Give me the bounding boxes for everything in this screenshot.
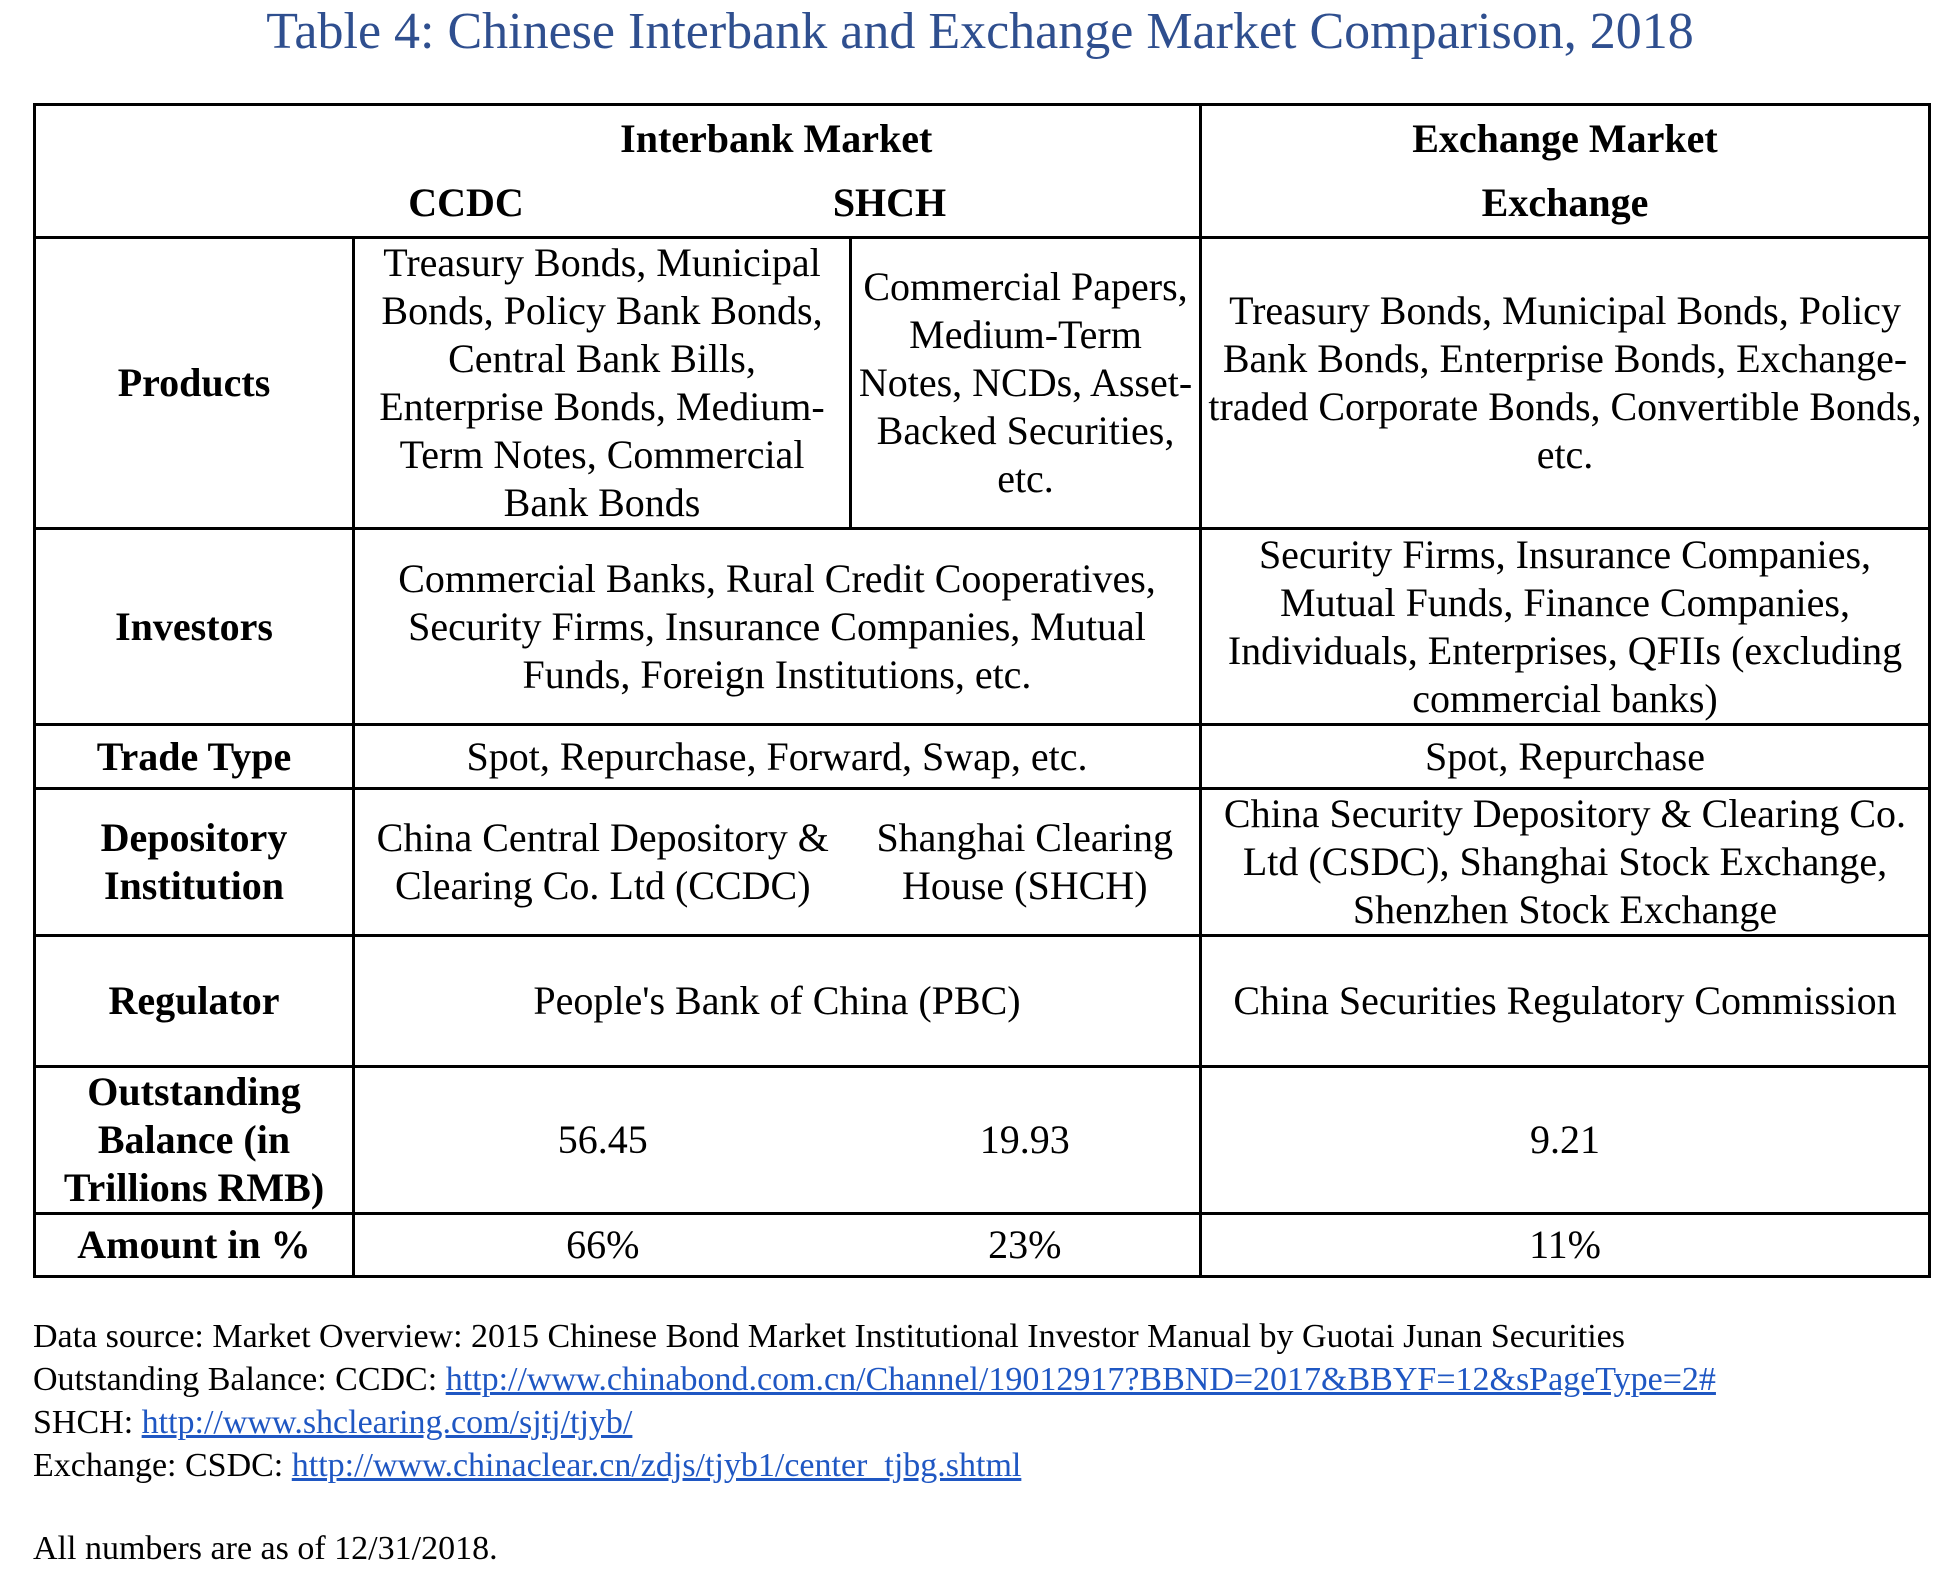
depository-ccdc-cell: China Central Depository & Clearing Co. Ltd (CCDC): [354, 789, 851, 936]
products-exchange-cell: Treasury Bonds, Municipal Bonds, Policy Bank Bonds, Enterprise Bonds, Exchange-traded Corporate Bonds, Convertible Bonds, etc.: [1201, 238, 1930, 529]
table-row: [35, 529, 1930, 725]
row-label-regulator: Regulator: [35, 936, 354, 1067]
investors-interbank-cell: Commercial Banks, Rural Credit Cooperatives, Security Firms, Insurance Companies, Mutual Funds, Foreign Institutions, etc.: [354, 529, 1201, 725]
header-interbank-cell: [354, 105, 1201, 238]
exchange-heading: Exchange: [1481, 180, 1649, 225]
ccdc-source-line: [33, 1358, 1933, 1401]
investors-exchange-cell: Security Firms, Insurance Companies, Mutual Funds, Finance Companies, Individuals, Enterprises, QFIIs (excluding commercial banks): [1201, 529, 1930, 725]
trade-type-interbank-cell: Spot, Repurchase, Forward, Swap, etc.: [354, 725, 1201, 789]
row-label-depository: Depository Institution: [35, 789, 354, 936]
table-row: [35, 725, 1930, 789]
table-row: [35, 1067, 1930, 1214]
interbank-market-heading: Interbank Market: [620, 116, 933, 161]
header-row: [35, 105, 1930, 238]
row-label-outstanding: Outstanding Balance (in Trillions RMB): [35, 1067, 354, 1214]
amount-shch-cell: 23%: [851, 1214, 1201, 1277]
exchange-source-line: [33, 1444, 1933, 1487]
row-label-trade-type: Trade Type: [35, 725, 354, 789]
outstanding-exchange-cell: 9.21: [1201, 1067, 1930, 1214]
products-shch-cell: Commercial Papers, Medium-Term Notes, NCDs, Asset-Backed Securities, etc.: [851, 238, 1201, 529]
as-of-line: All numbers are as of 12/31/2018.: [33, 1530, 498, 1567]
row-label-amount-pct: Amount in %: [35, 1214, 354, 1277]
exchange-market-heading: Exchange Market: [1412, 116, 1718, 161]
outstanding-ccdc-cell: 56.45: [354, 1067, 851, 1214]
shch-source-link[interactable]: http://www.shclearing.com/sjtj/tjyb/: [141, 1404, 633, 1441]
row-label-products: Products: [35, 238, 354, 529]
ccdc-source-prefix: Outstanding Balance: CCDC:: [33, 1361, 446, 1398]
trade-type-exchange-cell: Spot, Repurchase: [1201, 725, 1930, 789]
shch-source-prefix: SHCH:: [33, 1404, 142, 1441]
outstanding-shch-cell: 19.93: [851, 1067, 1201, 1214]
table-row: [35, 936, 1930, 1067]
depository-shch-cell: Shanghai Clearing House (SHCH): [851, 789, 1201, 936]
table-row: [35, 789, 1930, 936]
comparison-table: [33, 103, 1931, 1278]
data-source-line: Data source: Market Overview: 2015 Chinese Bond Market Institutional Investor Manual by Guotai Junan Securities: [33, 1318, 1625, 1355]
table-row: [35, 238, 1930, 529]
regulator-interbank-cell: People's Bank of China (PBC): [354, 936, 1201, 1067]
row-label-investors: Investors: [35, 529, 354, 725]
notes-spacer: [33, 1487, 1933, 1527]
exchange-source-link[interactable]: http://www.chinaclear.cn/zdjs/tjyb1/center_tjbg.shtml: [291, 1447, 1022, 1484]
shch-heading: SHCH: [832, 180, 947, 225]
exchange-source-prefix: Exchange: CSDC:: [33, 1447, 292, 1484]
header-exchange-cell: [1201, 105, 1930, 238]
shch-source-line: [33, 1401, 1933, 1444]
regulator-exchange-cell: China Securities Regulatory Commission: [1201, 936, 1930, 1067]
amount-ccdc-cell: 66%: [354, 1214, 851, 1277]
products-ccdc-cell: Treasury Bonds, Municipal Bonds, Policy Bank Bonds, Central Bank Bills, Enterprise Bonds, Medium-Term Notes, Commercial Bank Bonds: [354, 238, 851, 529]
depository-exchange-cell: China Security Depository & Clearing Co. Ltd (CSDC), Shanghai Stock Exchange, Shenzhen Stock Exchange: [1201, 789, 1930, 936]
ccdc-source-link[interactable]: http://www.chinabond.com.cn/Channel/19012917?BBND=2017&BBYF=12&sPageType=2#: [445, 1361, 1716, 1398]
amount-exchange-cell: 11%: [1201, 1214, 1930, 1277]
table-row: [35, 1214, 1930, 1277]
page-title: Table 4: Chinese Interbank and Exchange Market Comparison, 2018: [266, 3, 1694, 60]
source-notes: [33, 1315, 1933, 1570]
ccdc-heading: CCDC: [408, 180, 524, 225]
header-blank-cell: [35, 105, 354, 238]
